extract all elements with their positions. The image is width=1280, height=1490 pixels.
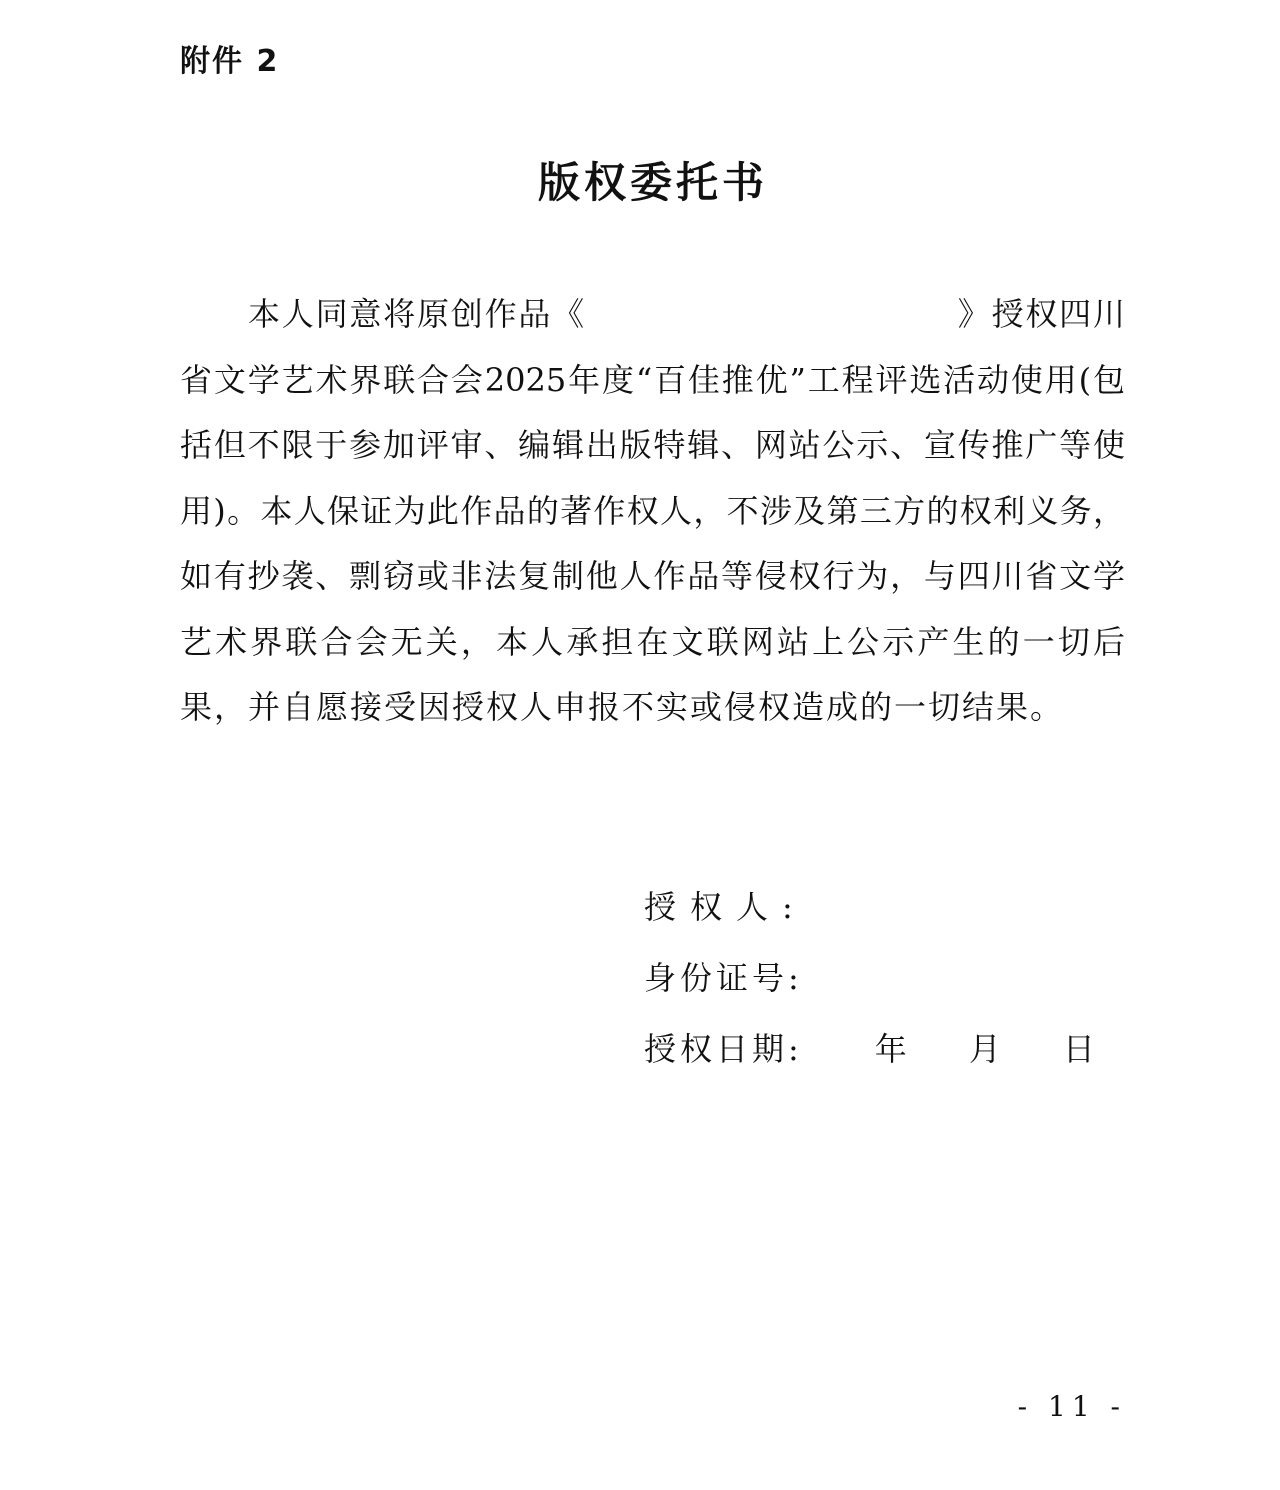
date-year: 年 [874,1030,907,1068]
signature-block [644,872,1095,1085]
paragraph-line-4: 用)。本人保证为此作品的著作权人，不涉及第三方的权利义务， [180,491,1125,530]
page-number: - 11 - [1017,1390,1126,1423]
paragraph-line-6: 艺术界联合会无关，本人承担在文联网站上公示产生的一切后 [180,622,1125,661]
id-number-row [644,943,1095,1014]
paragraph-line-7: 果，并自愿接受因授权人申报不实或侵权造成的一切结果。 [180,688,1065,726]
paragraph-line-5: 如有抄袭、剽窃或非法复制他人作品等侵权行为，与四川省文学 [180,557,1125,595]
document-title: 版权委托书 [537,158,768,207]
grantor-row [644,872,1095,943]
paragraph-line-2: 省文学艺术界联合会2025年度“百佳推优”工程评选活动使用(包 [180,360,1125,399]
date-month: 月 [968,1030,1001,1068]
authorization-date-label: 授权日期: [644,1030,803,1068]
authorization-paragraph [180,282,1125,741]
work-title-prefix: 本人同意将原创作品《 [248,295,586,333]
attachment-label: 附件 2 [180,44,280,79]
grantor-label: 授权人: [644,888,807,926]
id-number-label: 身份证号: [644,959,803,997]
work-title-suffix: 》授权四川 [955,295,1125,333]
date-day: 日 [1062,1030,1095,1068]
paragraph-line-3: 括但不限于参加评审、编辑出版特辑、网站公示、宣传推广等使 [180,426,1125,464]
authorization-date-row [644,1014,1095,1085]
paragraph-line-1 [180,282,1125,348]
